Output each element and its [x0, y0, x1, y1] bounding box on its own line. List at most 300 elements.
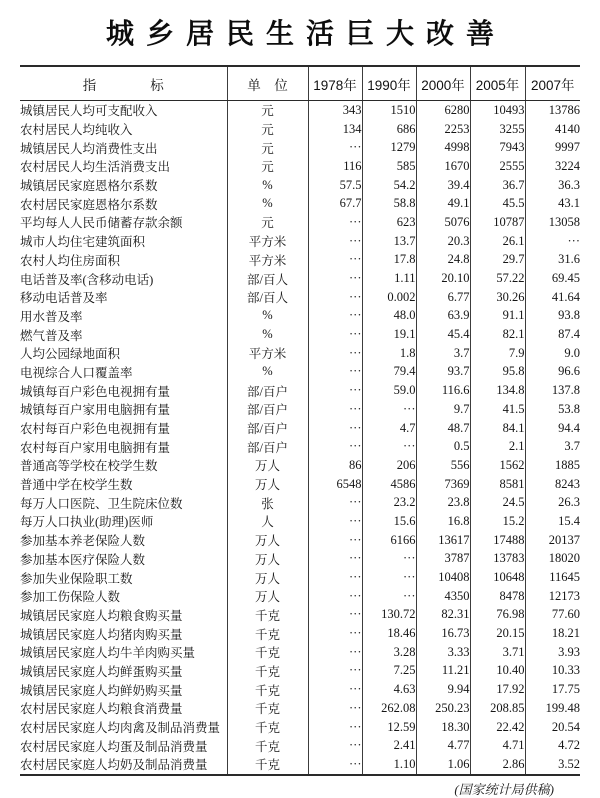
value-cell: 58.8: [362, 194, 416, 213]
indicator-cell: 农村居民家庭人均粮食消费量: [20, 702, 183, 717]
value-cell: 2555: [470, 157, 525, 176]
table-row: [20, 288, 580, 307]
unit-cell: 千克: [227, 736, 308, 755]
indicator-cell: 农村每百户彩色电视拥有量: [20, 422, 171, 437]
indicator-cell: 城市人均住宅建筑面积: [20, 235, 146, 250]
value-cell: 199.48: [525, 699, 580, 718]
value-cell: ···: [308, 512, 362, 531]
value-cell: 623: [362, 213, 416, 232]
value-cell: ···: [308, 624, 362, 643]
indicator-cell: 人均公园绿地面积: [20, 347, 121, 362]
value-cell: ···: [362, 568, 416, 587]
value-cell: 15.6: [362, 512, 416, 531]
unit-cell: 千克: [227, 718, 308, 737]
value-cell: 137.8: [525, 381, 580, 400]
unit-cell: 部/百户: [227, 400, 308, 419]
value-cell: 77.60: [525, 606, 580, 625]
unit-cell: 万人: [227, 475, 308, 494]
value-cell: 5076: [416, 213, 470, 232]
indicator-cell: 农村居民家庭人均奶及制品消费量: [20, 758, 208, 773]
indicator-cell: 城镇每百户彩色电视拥有量: [20, 384, 171, 399]
value-cell: 69.45: [525, 269, 580, 288]
value-cell: 82.31: [416, 606, 470, 625]
unit-cell: 平方米: [227, 232, 308, 251]
table-row: [20, 120, 580, 139]
value-cell: 18020: [525, 550, 580, 569]
table-row: [20, 251, 580, 270]
value-cell: 3.93: [525, 643, 580, 662]
value-cell: 76.98: [470, 606, 525, 625]
value-cell: 18.21: [525, 624, 580, 643]
value-cell: ···: [308, 680, 362, 699]
value-cell: ···: [308, 531, 362, 550]
value-cell: 36.7: [470, 176, 525, 195]
table-row: [20, 493, 580, 512]
unit-cell: %: [227, 194, 308, 213]
value-cell: 206: [362, 456, 416, 475]
value-cell: 3787: [416, 550, 470, 569]
value-cell: ···: [308, 419, 362, 438]
table-row: [20, 381, 580, 400]
value-cell: 45.4: [416, 325, 470, 344]
value-cell: 17488: [470, 531, 525, 550]
value-cell: ···: [308, 568, 362, 587]
table-row: [20, 606, 580, 625]
value-cell: 31.6: [525, 251, 580, 270]
table-row: [20, 213, 580, 232]
value-cell: 8478: [470, 587, 525, 606]
unit-cell: 部/百户: [227, 437, 308, 456]
value-cell: 3.7: [525, 437, 580, 456]
value-cell: ···: [308, 325, 362, 344]
value-cell: 1.10: [362, 755, 416, 775]
indicator-cell: 城镇居民家庭人均粮食购买量: [20, 608, 183, 623]
value-cell: 4.7: [362, 419, 416, 438]
value-cell: 36.3: [525, 176, 580, 195]
unit-cell: 人: [227, 512, 308, 531]
value-cell: 4.72: [525, 736, 580, 755]
value-cell: 130.72: [362, 606, 416, 625]
indicator-cell: 普通高等学校在校学生数: [20, 459, 158, 474]
value-cell: ···: [362, 587, 416, 606]
value-cell: 24.5: [470, 493, 525, 512]
indicator-cell: 农村每百户家用电脑拥有量: [20, 440, 171, 455]
value-cell: 82.1: [470, 325, 525, 344]
table-row: [20, 344, 580, 363]
value-cell: 1279: [362, 138, 416, 157]
value-cell: 686: [362, 120, 416, 139]
value-cell: 208.85: [470, 699, 525, 718]
value-cell: ···: [308, 138, 362, 157]
value-cell: 585: [362, 157, 416, 176]
value-cell: 10.33: [525, 662, 580, 681]
value-cell: 7943: [470, 138, 525, 157]
unit-cell: %: [227, 176, 308, 195]
table-row: [20, 232, 580, 251]
indicator-cell: 城镇居民家庭恩格尔系数: [20, 179, 158, 194]
value-cell: ···: [308, 606, 362, 625]
value-cell: 87.4: [525, 325, 580, 344]
value-cell: 59.0: [362, 381, 416, 400]
table-row: [20, 456, 580, 475]
value-cell: 95.8: [470, 363, 525, 382]
indicator-cell: 参加工伤保险人数: [20, 590, 121, 605]
unit-cell: 千克: [227, 624, 308, 643]
value-cell: 3.71: [470, 643, 525, 662]
indicator-cell: 用水普及率: [20, 309, 83, 324]
value-cell: 4.77: [416, 736, 470, 755]
value-cell: 6.77: [416, 288, 470, 307]
unit-cell: 万人: [227, 550, 308, 569]
indicator-cell: 参加基本医疗保险人数: [20, 552, 146, 567]
value-cell: ···: [308, 344, 362, 363]
unit-cell: 元: [227, 138, 308, 157]
value-cell: 15.2: [470, 512, 525, 531]
value-cell: 4.71: [470, 736, 525, 755]
value-cell: 13.7: [362, 232, 416, 251]
value-cell: 15.4: [525, 512, 580, 531]
value-cell: 16.8: [416, 512, 470, 531]
unit-cell: 万人: [227, 568, 308, 587]
value-cell: 54.2: [362, 176, 416, 195]
unit-cell: %: [227, 307, 308, 326]
value-cell: ···: [362, 550, 416, 569]
table-row: [20, 699, 580, 718]
value-cell: 57.5: [308, 176, 362, 195]
table-row: [20, 475, 580, 494]
value-cell: 84.1: [470, 419, 525, 438]
value-cell: 57.22: [470, 269, 525, 288]
indicator-cell: 城镇居民家庭人均鲜奶购买量: [20, 683, 183, 698]
table-row: [20, 680, 580, 699]
value-cell: 7369: [416, 475, 470, 494]
value-cell: 8581: [470, 475, 525, 494]
value-cell: 1.8: [362, 344, 416, 363]
value-cell: ···: [308, 755, 362, 775]
value-cell: 12.59: [362, 718, 416, 737]
value-cell: 13783: [470, 550, 525, 569]
value-cell: 93.7: [416, 363, 470, 382]
value-cell: 6280: [416, 101, 470, 120]
value-cell: 48.0: [362, 307, 416, 326]
value-cell: ···: [308, 699, 362, 718]
indicator-cell: 城镇居民人均消费性支出: [20, 141, 158, 156]
value-cell: 6548: [308, 475, 362, 494]
table-row: [20, 512, 580, 531]
value-cell: 24.8: [416, 251, 470, 270]
value-cell: 11.21: [416, 662, 470, 681]
value-cell: 2253: [416, 120, 470, 139]
unit-cell: 元: [227, 101, 308, 120]
unit-cell: 元: [227, 120, 308, 139]
value-cell: 63.9: [416, 307, 470, 326]
header-year-2000: 2000年: [416, 66, 470, 101]
indicator-cell: 平均每人人民币储蓄存款余额: [20, 216, 183, 231]
table-row: [20, 269, 580, 288]
value-cell: 3.33: [416, 643, 470, 662]
value-cell: 10787: [470, 213, 525, 232]
value-cell: ···: [308, 269, 362, 288]
value-cell: 1562: [470, 456, 525, 475]
table-row: [20, 437, 580, 456]
table-row: [20, 176, 580, 195]
indicator-cell: 普通中学在校学生数: [20, 478, 133, 493]
value-cell: 43.1: [525, 194, 580, 213]
unit-cell: 千克: [227, 662, 308, 681]
value-cell: ···: [308, 550, 362, 569]
value-cell: 17.75: [525, 680, 580, 699]
value-cell: 11645: [525, 568, 580, 587]
unit-cell: 元: [227, 213, 308, 232]
unit-cell: 千克: [227, 606, 308, 625]
value-cell: 3.52: [525, 755, 580, 775]
table-row: [20, 755, 580, 775]
table-row: [20, 363, 580, 382]
value-cell: 10493: [470, 101, 525, 120]
value-cell: 22.42: [470, 718, 525, 737]
value-cell: 2.86: [470, 755, 525, 775]
value-cell: 4586: [362, 475, 416, 494]
source-credit: (国家统计局供稿): [454, 781, 554, 797]
value-cell: 134: [308, 120, 362, 139]
table-row: [20, 662, 580, 681]
value-cell: 1.11: [362, 269, 416, 288]
value-cell: 20137: [525, 531, 580, 550]
value-cell: 41.5: [470, 400, 525, 419]
indicator-cell: 电视综合人口覆盖率: [20, 365, 133, 380]
table-row: [20, 307, 580, 326]
value-cell: 48.7: [416, 419, 470, 438]
unit-cell: %: [227, 325, 308, 344]
header-year-1978: 1978年: [308, 66, 362, 101]
value-cell: 7.9: [470, 344, 525, 363]
value-cell: ···: [362, 400, 416, 419]
value-cell: 45.5: [470, 194, 525, 213]
value-cell: ···: [308, 232, 362, 251]
value-cell: 91.1: [470, 307, 525, 326]
value-cell: 26.1: [470, 232, 525, 251]
table-row: [20, 643, 580, 662]
value-cell: 29.7: [470, 251, 525, 270]
value-cell: 10648: [470, 568, 525, 587]
value-cell: 49.1: [416, 194, 470, 213]
value-cell: ···: [308, 307, 362, 326]
unit-cell: 千克: [227, 680, 308, 699]
value-cell: 26.3: [525, 493, 580, 512]
indicator-cell: 农村人均住房面积: [20, 253, 121, 268]
value-cell: 93.8: [525, 307, 580, 326]
value-cell: 9997: [525, 138, 580, 157]
unit-cell: 千克: [227, 643, 308, 662]
value-cell: 17.92: [470, 680, 525, 699]
indicator-cell: 参加基本养老保险人数: [20, 534, 146, 549]
table-row: [20, 138, 580, 157]
value-cell: ···: [308, 288, 362, 307]
unit-cell: 千克: [227, 699, 308, 718]
table-row: [20, 419, 580, 438]
value-cell: 0.002: [362, 288, 416, 307]
value-cell: 116: [308, 157, 362, 176]
value-cell: ···: [308, 718, 362, 737]
header-year-2007: 2007年: [525, 66, 580, 101]
indicator-cell: 燃气普及率: [20, 328, 83, 343]
value-cell: 4140: [525, 120, 580, 139]
value-cell: 2.1: [470, 437, 525, 456]
value-cell: 94.4: [525, 419, 580, 438]
indicator-cell: 城镇居民人均可支配收入: [20, 104, 158, 119]
value-cell: 13786: [525, 101, 580, 120]
header-row: [20, 66, 580, 101]
indicator-cell: 农村居民人均纯收入: [20, 123, 133, 138]
value-cell: 2.41: [362, 736, 416, 755]
header-unit: 单 位: [227, 66, 308, 101]
value-cell: 4998: [416, 138, 470, 157]
value-cell: ···: [308, 213, 362, 232]
table-row: [20, 531, 580, 550]
value-cell: 20.10: [416, 269, 470, 288]
value-cell: 262.08: [362, 699, 416, 718]
unit-cell: 张: [227, 493, 308, 512]
table-row: [20, 194, 580, 213]
value-cell: ···: [362, 437, 416, 456]
unit-cell: 部/百户: [227, 381, 308, 400]
value-cell: 7.25: [362, 662, 416, 681]
unit-cell: 元: [227, 157, 308, 176]
value-cell: 3.7: [416, 344, 470, 363]
table-row: [20, 325, 580, 344]
value-cell: 86: [308, 456, 362, 475]
value-cell: 3255: [470, 120, 525, 139]
table-row: [20, 157, 580, 176]
value-cell: 4.63: [362, 680, 416, 699]
value-cell: 10.40: [470, 662, 525, 681]
value-cell: 116.6: [416, 381, 470, 400]
value-cell: 1.06: [416, 755, 470, 775]
value-cell: 1510: [362, 101, 416, 120]
header-year-2005: 2005年: [470, 66, 525, 101]
unit-cell: 万人: [227, 456, 308, 475]
unit-cell: 平方米: [227, 251, 308, 270]
table-row: [20, 736, 580, 755]
value-cell: 20.3: [416, 232, 470, 251]
table-row: [20, 550, 580, 569]
indicator-cell: 每万人口医院、卫生院床位数: [20, 496, 183, 511]
value-cell: 18.30: [416, 718, 470, 737]
value-cell: 18.46: [362, 624, 416, 643]
indicator-cell: 每万人口执业(助理)医师: [20, 515, 154, 530]
table-row: [20, 101, 580, 120]
value-cell: 250.23: [416, 699, 470, 718]
value-cell: 4350: [416, 587, 470, 606]
value-cell: 19.1: [362, 325, 416, 344]
indicator-cell: 农村居民家庭恩格尔系数: [20, 197, 158, 212]
value-cell: 23.2: [362, 493, 416, 512]
table-row: [20, 400, 580, 419]
indicator-cell: 参加失业保险职工数: [20, 571, 133, 586]
value-cell: ···: [308, 400, 362, 419]
value-cell: ···: [308, 251, 362, 270]
value-cell: ···: [308, 643, 362, 662]
value-cell: 3224: [525, 157, 580, 176]
unit-cell: 部/百人: [227, 269, 308, 288]
unit-cell: 万人: [227, 531, 308, 550]
value-cell: ···: [308, 437, 362, 456]
value-cell: 6166: [362, 531, 416, 550]
value-cell: 3.28: [362, 643, 416, 662]
header-indicator: 指 标: [20, 66, 227, 101]
value-cell: ···: [525, 232, 580, 251]
value-cell: 13058: [525, 213, 580, 232]
value-cell: 16.73: [416, 624, 470, 643]
header-year-1990: 1990年: [362, 66, 416, 101]
value-cell: 53.8: [525, 400, 580, 419]
value-cell: 20.15: [470, 624, 525, 643]
indicator-cell: 城镇居民家庭人均鲜蛋购买量: [20, 664, 183, 679]
page-title: 城乡居民生活巨大改善: [105, 18, 506, 49]
value-cell: 79.4: [362, 363, 416, 382]
unit-cell: %: [227, 363, 308, 382]
value-cell: ···: [308, 493, 362, 512]
indicator-cell: 电话普及率(含移动电话): [20, 272, 154, 287]
value-cell: ···: [308, 587, 362, 606]
indicator-cell: 移动电话普及率: [20, 291, 108, 306]
indicator-cell: 城镇居民家庭人均牛羊肉购买量: [20, 646, 196, 661]
value-cell: 134.8: [470, 381, 525, 400]
value-cell: 30.26: [470, 288, 525, 307]
unit-cell: 部/百人: [227, 288, 308, 307]
indicator-cell: 城镇每百户家用电脑拥有量: [20, 403, 171, 418]
indicator-cell: 农村居民人均生活消费支出: [20, 160, 171, 175]
value-cell: 1670: [416, 157, 470, 176]
value-cell: ···: [308, 662, 362, 681]
value-cell: 9.94: [416, 680, 470, 699]
value-cell: 8243: [525, 475, 580, 494]
unit-cell: 部/百户: [227, 419, 308, 438]
unit-cell: 平方米: [227, 344, 308, 363]
value-cell: 9.7: [416, 400, 470, 419]
value-cell: ···: [308, 363, 362, 382]
value-cell: 13617: [416, 531, 470, 550]
value-cell: ···: [308, 381, 362, 400]
value-cell: 343: [308, 101, 362, 120]
value-cell: 556: [416, 456, 470, 475]
table-row: [20, 718, 580, 737]
table-row: [20, 568, 580, 587]
value-cell: 10408: [416, 568, 470, 587]
value-cell: 1885: [525, 456, 580, 475]
value-cell: 39.4: [416, 176, 470, 195]
value-cell: 12173: [525, 587, 580, 606]
table-row: [20, 587, 580, 606]
value-cell: 41.64: [525, 288, 580, 307]
value-cell: 67.7: [308, 194, 362, 213]
stats-table: [20, 65, 580, 776]
indicator-cell: 农村居民家庭人均蛋及制品消费量: [20, 739, 208, 754]
indicator-cell: 农村居民家庭人均肉禽及制品消费量: [20, 721, 221, 736]
unit-cell: 万人: [227, 587, 308, 606]
table-header: [20, 66, 580, 101]
value-cell: 0.5: [416, 437, 470, 456]
value-cell: 9.0: [525, 344, 580, 363]
indicator-cell: 城镇居民家庭人均猪肉购买量: [20, 627, 183, 642]
table-body: [20, 101, 580, 775]
table-row: [20, 624, 580, 643]
value-cell: 96.6: [525, 363, 580, 382]
value-cell: 23.8: [416, 493, 470, 512]
value-cell: 17.8: [362, 251, 416, 270]
value-cell: 20.54: [525, 718, 580, 737]
unit-cell: 千克: [227, 755, 308, 775]
